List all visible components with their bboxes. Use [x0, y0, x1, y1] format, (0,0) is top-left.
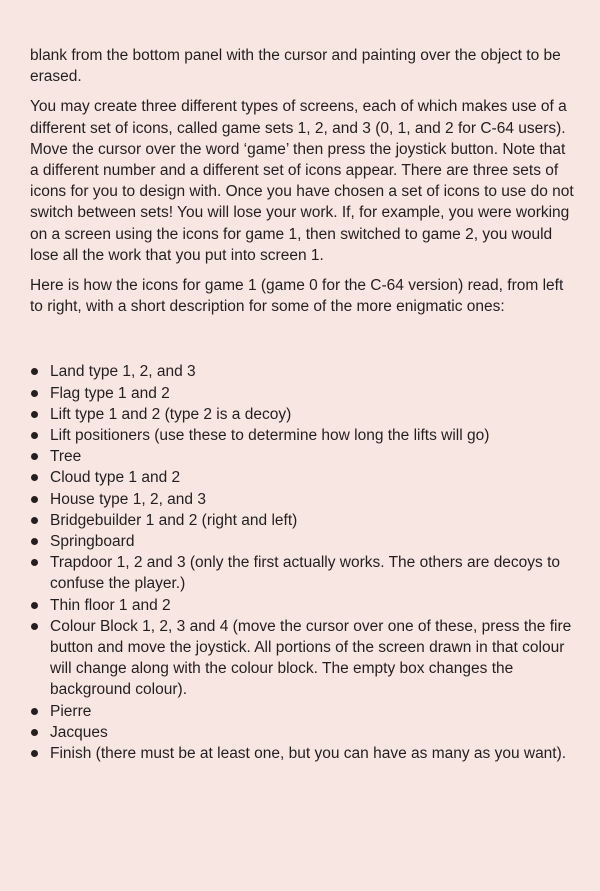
- bullet-icon: [31, 708, 38, 715]
- bullet-icon: [31, 623, 38, 630]
- paragraph-game-sets: You may create three different types of screens, each of which makes use of a different set of icons, called game sets 1, 2, and 3 (0, 1, and 2 for C-64 users). Move the cursor over the word ‘game’ then press the joystick button. Note that a different number and a different set of icons appear. There are three sets of icons for you to design with. Once you have chosen a set of icons to use do not switch between sets! You will lose your work. If, for example, you were working on a screen using the icons for game 1, then switched to game 2, you would lose all the work that you put into screen 1.: [30, 98, 574, 264]
- list-item-text: Finish (there must be at least one, but you can have as many as you want).: [50, 745, 567, 763]
- bullet-icon: [31, 411, 38, 418]
- list-item: [30, 404, 578, 425]
- bullet-icon: [31, 602, 38, 609]
- list-item: [30, 722, 578, 743]
- list-item: [30, 489, 578, 510]
- list-item: [30, 552, 578, 594]
- list-item: [30, 361, 578, 382]
- paragraph-icon-intro: Here is how the icons for game 1 (game 0 for the C-64 version) read, from left to right, with a short description for some of the more enigmatic ones:: [30, 277, 564, 316]
- list-item: [30, 701, 578, 722]
- list-item-text: Lift positioners (use these to determine how long the lifts will go): [50, 427, 490, 445]
- bullet-icon: [31, 474, 38, 481]
- list-item-text: Lift type 1 and 2 (type 2 is a decoy): [50, 405, 292, 423]
- list-item-text: Trapdoor 1, 2 and 3 (only the first actually works. The others are decoys to confuse the player.): [50, 554, 561, 593]
- list-item-text: Colour Block 1, 2, 3 and 4 (move the cursor over one of these, press the fire button and move the joystick. All portions of the screen drawn in that colour will change along with the colour block. The empty box changes the background colour).: [50, 617, 572, 699]
- list-item: [30, 446, 578, 467]
- bullet-icon: [31, 453, 38, 460]
- list-item-text: Cloud type 1 and 2: [50, 469, 181, 487]
- list-item: [30, 425, 578, 446]
- list-item-text: Pierre: [50, 702, 92, 720]
- bullet-icon: [31, 390, 38, 397]
- list-item: [30, 531, 578, 552]
- list-item: [30, 616, 578, 701]
- bullet-icon: [31, 559, 38, 566]
- bullet-icon: [31, 368, 38, 375]
- paragraph-erase-instructions: blank from the bottom panel with the cursor and painting over the object to be erased.: [30, 47, 561, 86]
- bullet-icon: [31, 750, 38, 757]
- icon-list: [30, 361, 578, 764]
- bullet-icon: [31, 496, 38, 503]
- list-item-text: Thin floor 1 and 2: [50, 596, 171, 614]
- bullet-icon: [31, 432, 38, 439]
- list-item: [30, 383, 578, 404]
- bullet-icon: [31, 517, 38, 524]
- list-item-text: Jacques: [50, 723, 108, 741]
- list-item-text: House type 1, 2, and 3: [50, 490, 206, 508]
- list-item-text: Bridgebuilder 1 and 2 (right and left): [50, 511, 298, 529]
- list-item: [30, 743, 578, 764]
- list-item-text: Land type 1, 2, and 3: [50, 363, 196, 381]
- list-item: [30, 595, 578, 616]
- list-item-text: Flag type 1 and 2: [50, 384, 170, 402]
- list-item: [30, 467, 578, 488]
- list-item-text: Springboard: [50, 533, 135, 551]
- list-item: [30, 510, 578, 531]
- bullet-icon: [31, 729, 38, 736]
- bullet-icon: [31, 538, 38, 545]
- list-item-text: Tree: [50, 448, 82, 466]
